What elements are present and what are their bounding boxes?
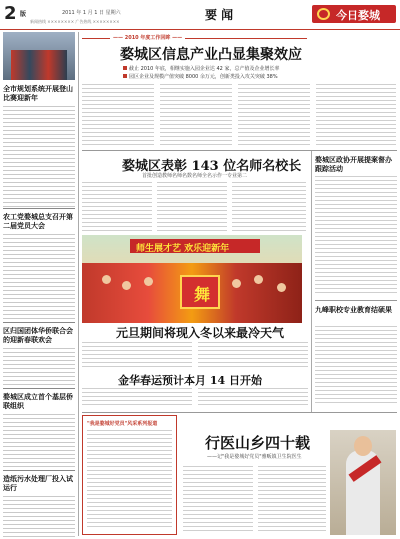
honor-body-col-1 [82, 182, 152, 234]
feature-body-col-1 [183, 466, 253, 534]
section-divider [315, 300, 397, 301]
honor-body-col-3 [232, 182, 306, 234]
photo-doctor-portrait [330, 430, 396, 535]
left-story-body-2 [3, 234, 75, 322]
left-divider [3, 470, 75, 471]
column-divider [311, 150, 312, 412]
masthead-logo [312, 5, 396, 23]
phone-line: 新闻热线 ×××××××× 广告热线 ×××××××× [30, 19, 120, 24]
left-story-title-1: 全市规划系统开展登山比赛迎新年 [3, 84, 73, 102]
spring-body-col-2 [198, 388, 308, 408]
weather-body-col-1 [82, 342, 192, 370]
photo-banner-text: 师生展才艺 欢乐迎新年 [136, 244, 230, 254]
lead-body-col-2 [160, 84, 232, 148]
left-story-title-5: 造纸污水处理厂投入试运行 [3, 474, 73, 492]
page-header [0, 0, 400, 30]
left-photo-hiking [3, 32, 75, 80]
honor-body-col-2 [157, 182, 227, 234]
section-divider [82, 412, 397, 413]
left-story-title-4: 婺城区成立首个基层侨联组织 [3, 392, 73, 410]
photo-sign-text: 舞 [194, 285, 211, 304]
lead-body-col-4 [316, 84, 396, 148]
spring-travel-headline: 金华春运预计本月 14 日开始 [118, 374, 262, 387]
lead-headline: 婺城区信息产业凸显集聚效应 [120, 47, 302, 63]
feature-box [82, 415, 177, 535]
left-story-body-4 [3, 414, 75, 470]
weather-body-col-2 [198, 342, 308, 370]
lead-body-col-3 [238, 84, 310, 148]
page-number: 2 [4, 3, 17, 24]
lead-bullet-2: 园区企业及规模产值突破 8000 余万元，创新类投入攻关突破 38% [123, 73, 278, 80]
left-divider [3, 208, 75, 209]
weather-headline: 元旦期间将现入冬以来最冷天气 [116, 326, 285, 340]
lead-bullet-1: 截止 2010 年底，相继实施入园企业达 42 家，总产值及企业增长率 [123, 65, 279, 72]
strap-text: —— 2010 年度工作回眸 —— [110, 34, 185, 41]
photo-banner [130, 239, 260, 253]
feature-box-body [87, 430, 172, 530]
right-story-body-1 [315, 176, 397, 296]
section-divider [82, 150, 397, 151]
feature-strap [82, 34, 307, 44]
date-line: 2011 年 1 月 1 日 星期六 [62, 10, 121, 16]
right-story-title-1: 婺城区政协开展提案督办跟踪活动 [315, 155, 392, 173]
right-story-body-2 [315, 326, 397, 406]
left-story-body-5 [3, 496, 75, 539]
left-story-title-3: 区归国团体华侨联合会的迎新春联欢会 [3, 326, 73, 344]
right-story-title-2: 九峰职校专业教育结硕果 [315, 305, 392, 314]
feature-box-title: "我是婺城好党员"风采系列报道 [87, 421, 158, 427]
section-title: 要 闻 [205, 8, 234, 22]
left-column [3, 32, 75, 536]
column-divider [78, 32, 79, 536]
photo-new-year-performance [82, 235, 302, 323]
honor-headline: 婺城区表彰 143 位名师名校长 [122, 159, 302, 174]
crowd-figure [11, 50, 67, 80]
left-story-body-1 [3, 106, 75, 210]
lead-body-col-1 [82, 84, 154, 148]
logo-emblem-icon [317, 8, 330, 20]
feature-body-col-2 [258, 466, 326, 534]
left-divider [3, 388, 75, 389]
photo-sign [180, 275, 220, 309]
feature-headline: 行医山乡四十载 [205, 434, 311, 452]
page-label: 版 [20, 11, 27, 18]
brand-text: 今日婺城 [336, 9, 380, 22]
spring-body-col-1 [82, 388, 192, 408]
honor-subhead: 首批创造教师名师名数名师全名示作一专业第二 [142, 173, 248, 179]
feature-subhead: ——记"我是婺城好党员"雅畈镇卫生院医生 [207, 454, 302, 460]
left-divider [3, 322, 75, 323]
left-story-body-3 [3, 348, 75, 388]
left-story-title-2: 农工党婺城总支召开第二届党员大会 [3, 212, 73, 230]
